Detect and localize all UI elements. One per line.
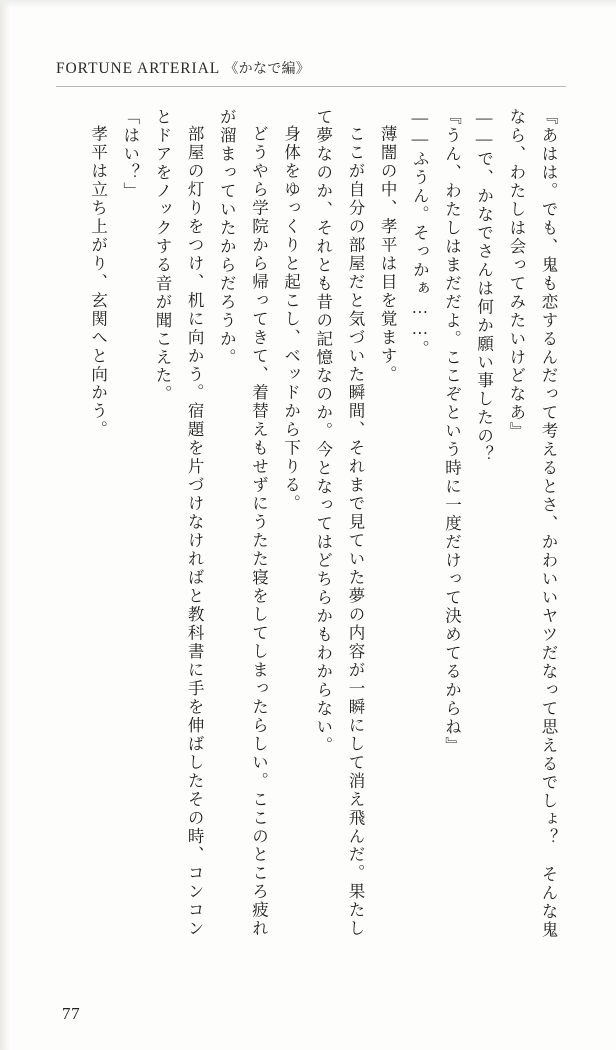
page-number: 77 [62,1004,81,1023]
paragraph: 孝平は立ち上がり、玄関へと向かう。 [88,124,108,439]
body-text [88,108,564,948]
paragraph: 『あはは。でも、鬼も恋するんだって考えるとさ、かわいいヤツだなって思えるでしょ？ そんな鬼なら、わたしは会ってみたいけどなあ』 [506,108,558,940]
paragraph: ここが自分の部屋だと気づいた瞬間、それまで見ていた夢の内容が一瞬にして消え飛んだ。果たして夢なのか、それとも昔の記憶なのか。今となってはどちらかもわからない。 [313,108,365,938]
paragraph: 身体をゆっくりと起こし、ベッドから下りる。 [281,124,301,513]
paragraph: ――で、かなでさんは何か願い事したの？ [474,108,494,465]
running-head-series-title: FORTUNE ARTERIAL [56,60,220,77]
page-edge-shadow-top [0,0,616,8]
paragraph: ――ふうん。そっかぁ……。 [410,108,430,359]
paragraph: 薄闇の中、孝平は目を覚ます。 [378,124,398,384]
running-head-volume-title: 《かなで編》 [224,62,311,77]
paragraph: 部屋の灯りをつけ、机に向かう。宿題を片づけなければと教科書に手を伸ばしたその時、コンコンとドアをノックする音が聞こえた。 [152,108,205,938]
header-rule [56,86,566,87]
paragraph: 「はい？」 [120,108,140,201]
paragraph: どうやら学院から帰ってきて、着替えもせずにうたた寝をしてしまったらしい。ここのところ疲れが溜まっていたからだろうか。 [217,108,269,938]
running-head [56,58,310,78]
page-edge-shadow-left [0,0,10,1050]
paragraph: 『うん、わたしはまだだよ。ここぞという時に一度だけって決めてるからね』 [442,108,462,755]
